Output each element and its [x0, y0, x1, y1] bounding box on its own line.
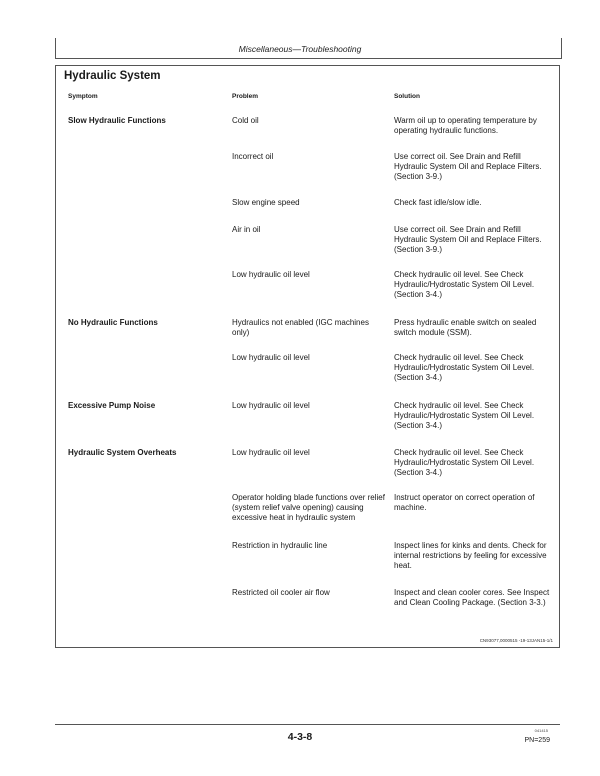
solution-cell: Check fast idle/slow idle.: [394, 198, 482, 207]
solution-cell: Inspect lines for kinks and dents. Check for internal restrictions by feeling for excessive heat.: [394, 541, 547, 570]
problem-cell: Incorrect oil: [232, 152, 274, 161]
solution-cell: Check hydraulic oil level. See Check Hydraulic/Hydrostatic System Oil Level. (Section 3-4.): [394, 448, 535, 477]
problem-cell: Low hydraulic oil level: [232, 353, 310, 362]
solution-cell: Instruct operator on correct operation of machine.: [394, 493, 535, 512]
solution-cell: Warm oil up to operating temperature by operating hydraulic functions.: [394, 116, 537, 135]
problem-cell: Air in oil: [232, 225, 261, 234]
problem-cell: Slow engine speed: [232, 198, 300, 207]
symptom-cell: Excessive Pump Noise: [68, 401, 156, 410]
problem-cell: Low hydraulic oil level: [232, 401, 310, 410]
symptom-cell: Slow Hydraulic Functions: [68, 116, 166, 125]
solution-cell: Check hydraulic oil level. See Check Hydraulic/Hydrostatic System Oil Level. (Section 3-4.): [394, 353, 535, 382]
running-head: Miscellaneous—Troubleshooting: [238, 44, 362, 54]
column-header-problem: Problem: [232, 93, 259, 100]
problem-cell: Restricted oil cooler air flow: [232, 588, 330, 597]
symptom-cell: Hydraulic System Overheats: [68, 448, 177, 457]
solution-cell: Use correct oil. See Drain and Refill Hydraulic System Oil and Replace Filters. (Section 3-9.): [394, 225, 542, 254]
solution-cell: Check hydraulic oil level. See Check Hydraulic/Hydrostatic System Oil Level. (Section 3-4.): [394, 401, 535, 430]
problem-cell: Operator holding blade functions over relief (system relief valve opening) causing excessive heat in hydraulic system: [232, 493, 385, 522]
pn-number: PN=259: [524, 737, 550, 744]
column-header-symptom: Symptom: [68, 93, 98, 100]
solution-cell: Use correct oil. See Drain and Refill Hydraulic System Oil and Replace Filters. (Section 3-9.): [394, 152, 542, 181]
footer-code: 041415: [534, 728, 548, 733]
footer-rule: [55, 724, 560, 725]
problem-cell: Hydraulics not enabled (IGC machines only): [232, 318, 369, 337]
problem-cell: Restriction in hydraulic line: [232, 541, 328, 550]
reference-code: CN93077,0000515 -19-13JAN15-1/1: [479, 638, 553, 643]
solution-cell: Inspect and clean cooler cores. See Inspect and Clean Cooling Package. (Section 3-3.): [394, 588, 550, 607]
symptom-cell: No Hydraulic Functions: [68, 318, 158, 327]
column-header-solution: Solution: [394, 93, 420, 100]
solution-cell: Check hydraulic oil level. See Check Hydraulic/Hydrostatic System Oil Level. (Section 3-4.): [394, 270, 535, 299]
page-number: 4-3-8: [287, 731, 313, 743]
problem-cell: Low hydraulic oil level: [232, 448, 310, 457]
section-title: Hydraulic System: [64, 70, 161, 82]
problem-cell: Cold oil: [232, 116, 259, 125]
problem-cell: Low hydraulic oil level: [232, 270, 310, 279]
solution-cell: Press hydraulic enable switch on sealed switch module (SSM).: [394, 318, 537, 337]
